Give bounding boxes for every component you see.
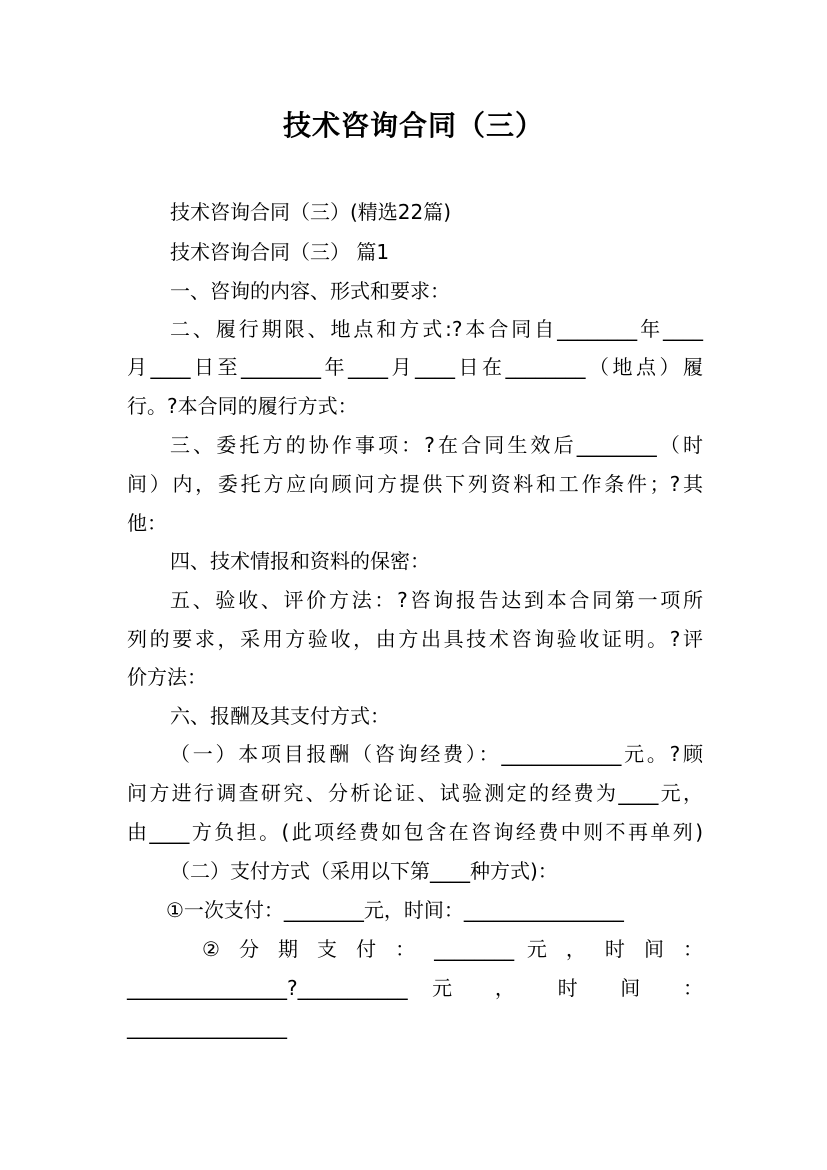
- paragraph-line: 三、委托方的协作事项：?在合同生效后________（时: [170, 433, 703, 457]
- paragraph-line: 问方进行调查研究、分析论证、试验测定的经费为____元，: [127, 781, 703, 805]
- paragraph-line: 四、技术情报和资料的保密：: [170, 549, 430, 573]
- paragraph-line: 一、咨询的内容、形式和要求：: [170, 279, 450, 303]
- paragraph-line: 他：: [127, 511, 167, 535]
- paragraph-line: 六、报酬及其支付方式：: [170, 704, 390, 728]
- paragraph-line: ② 分 期 支 付 ： ________ 元 ， 时 间 ：: [202, 937, 703, 961]
- paragraph-line: 技术咨询合同（三） 篇1: [170, 240, 390, 264]
- paragraph-line: （二）支付方式（采用以下第____种方式)：: [170, 859, 558, 883]
- paragraph-line: （一）本项目报酬（咨询经费）：____________元。?顾: [170, 742, 703, 766]
- document-title: 技术咨询合同（三）: [282, 109, 544, 142]
- paragraph-line: 价方法：: [127, 665, 207, 689]
- paragraph-line: 技术咨询合同（三）(精选22篇): [170, 200, 452, 224]
- paragraph-line: 五、验收、评价方法：?咨询报告达到本合同第一项所: [170, 588, 703, 612]
- paragraph-line: 二、履行期限、地点和方式:?本合同自________年____: [170, 317, 703, 341]
- paragraph-line: ①一次支付：________元，时间：________________: [166, 898, 624, 922]
- paragraph-line: ________________: [127, 1015, 287, 1039]
- paragraph-line: ________________?___________ 元 ， 时 间 ：: [127, 976, 703, 1000]
- paragraph-line: 行。?本合同的履行方式：: [127, 394, 358, 418]
- paragraph-line: 列的要求，采用方验收，由方出具技术咨询验收证明。?评: [127, 627, 703, 651]
- paragraph-line: 月____日至________年____月____日在________（地点）履: [127, 355, 703, 379]
- paragraph-line: 间）内，委托方应向顾问方提供下列资料和工作条件；?其: [127, 472, 703, 496]
- paragraph-line: 由____方负担。(此项经费如包含在咨询经费中则不再单列): [127, 820, 703, 844]
